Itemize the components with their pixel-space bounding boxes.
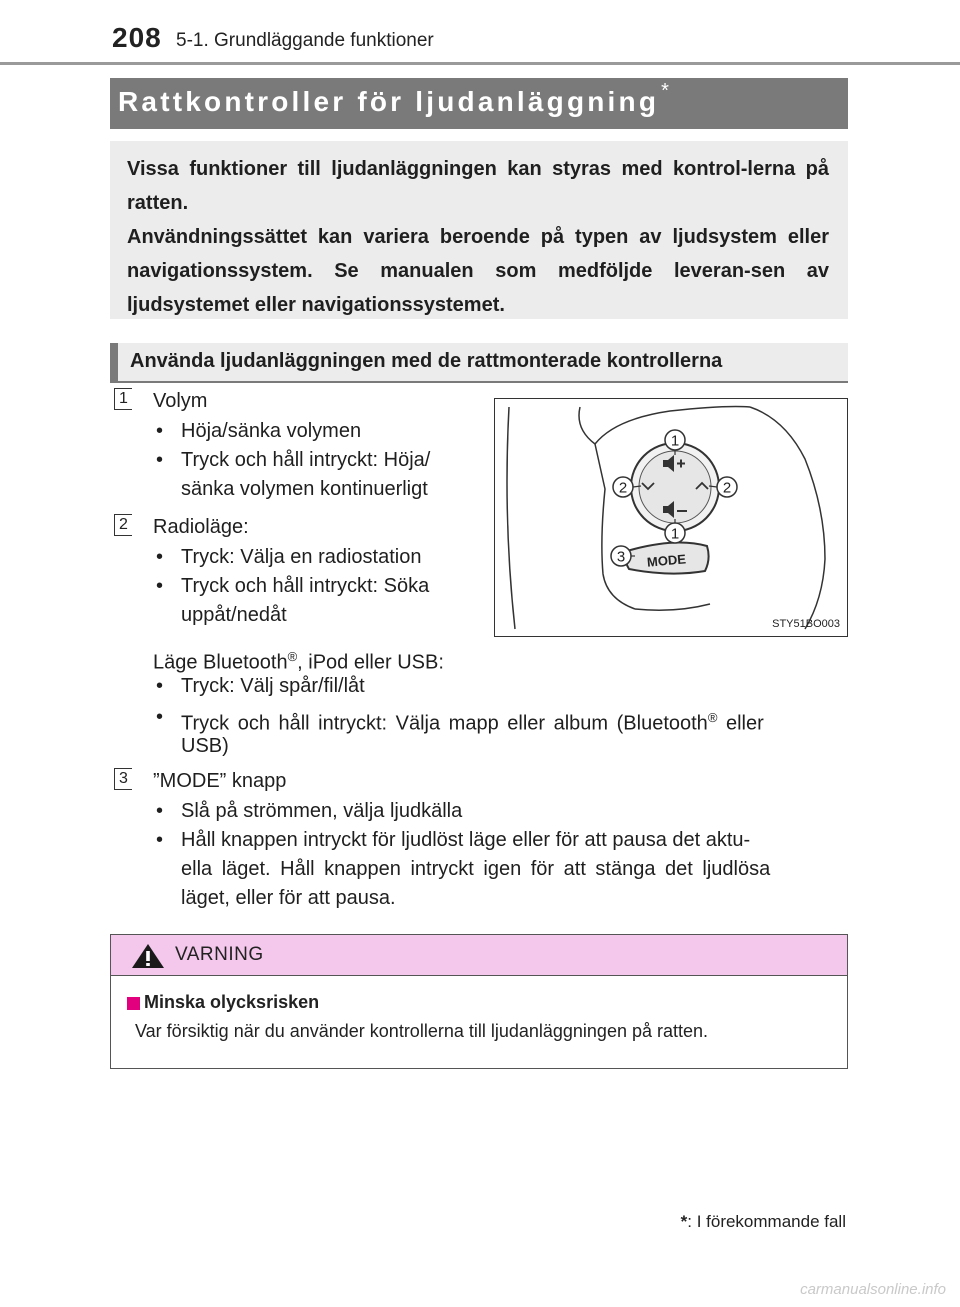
warning-triangle-icon	[131, 943, 165, 969]
bullet-text: Tryck: Välja en radiostation	[181, 546, 422, 568]
steering-controls-figure	[494, 398, 848, 637]
registered-mark: ®	[287, 649, 298, 664]
item-2-bullet-1	[156, 543, 476, 572]
item-3-bullet-1	[156, 797, 846, 826]
bullet-text: Slå på strömmen, välja ljudkälla	[181, 800, 463, 822]
bullet-text-continued: ella läget. Håll knappen intryckt igen för att stänga det ljudlösa	[181, 858, 771, 880]
item-1-bullet-1	[156, 417, 476, 446]
mode-label-text-b: , iPod eller USB:	[297, 651, 444, 674]
section-heading-text: Använda ljudanläggningen med de rattmonterade kontrollerna	[130, 350, 723, 372]
bullet-text: Tryck och håll intryckt: Höja/	[181, 449, 431, 471]
chapter-title: 5-1. Grundläggande funktioner	[176, 30, 434, 51]
warning-label: VARNING	[175, 944, 264, 965]
bullet-dot: •	[156, 829, 164, 851]
number-tag-2: 2	[114, 514, 132, 536]
callout-number: 3	[616, 548, 626, 566]
page-title-text: Rattkontroller för ljudanläggning	[118, 86, 660, 117]
callout-number: 2	[722, 479, 732, 497]
bullet-text-part: Tryck och håll intryckt: Välja mapp eller album (Bluetooth	[181, 712, 708, 735]
callout-1-bottom	[665, 523, 685, 543]
item-2-title: Radioläge:	[153, 516, 249, 538]
item-1-bullet-2	[156, 446, 476, 504]
section-heading	[110, 343, 848, 383]
footnote-asterisk: *	[680, 1212, 688, 1231]
warning-box	[110, 934, 848, 1069]
number-tag-1: 1	[114, 388, 132, 410]
callout-3	[611, 546, 631, 566]
wheel-rim-left	[507, 407, 515, 629]
item-1-title: Volym	[153, 390, 208, 412]
footnote	[681, 1212, 846, 1232]
bullet-dot: •	[156, 800, 164, 822]
warning-body: Var försiktig när du använder kontrollerna till ljudanläggningen på ratten.	[135, 1021, 709, 1041]
page-title	[118, 80, 673, 118]
warning-bullet-square	[127, 997, 140, 1010]
callout-2-left	[613, 477, 633, 497]
item-2-bullet-3	[156, 672, 846, 701]
warning-header	[111, 935, 847, 976]
intro-box	[110, 141, 848, 319]
page-number: 208	[112, 22, 162, 53]
bullet-text	[181, 703, 764, 739]
registered-mark: ®	[707, 710, 718, 725]
bullet-text-continued: uppåt/nedåt	[181, 604, 287, 626]
mode-label-text: Läge Bluetooth	[153, 651, 288, 674]
watermark: carmanualsonline.info	[800, 1281, 946, 1298]
number-tag-3: 3	[114, 768, 132, 790]
bullet-text: Tryck: Välj spår/fil/låt	[181, 675, 365, 697]
wheel-spoke-outline	[579, 407, 635, 609]
bullet-text-part: eller	[717, 712, 764, 735]
bullet-text: Håll knappen intryckt för ljudlöst läge eller för att pausa det aktu-	[181, 829, 751, 851]
header-divider	[0, 62, 960, 65]
mode-button-label: MODE	[646, 551, 687, 570]
callout-number: 1	[670, 432, 680, 450]
callout-number: 1	[670, 525, 680, 543]
section-heading-accent	[110, 343, 118, 381]
bullet-dot: •	[156, 675, 164, 697]
footnote-text: : I förekommande fall	[687, 1212, 846, 1231]
steering-wheel-illustration	[495, 399, 847, 636]
item-3-bullet-2	[156, 826, 846, 913]
intro-paragraph-1: Vissa funktioner till ljudanläggningen kan styras med kontrol-lerna på ratten.	[127, 158, 829, 214]
bullet-text: Tryck och håll intryckt: Söka	[181, 575, 430, 597]
callout-1-top	[665, 430, 685, 450]
bullet-dot: •	[156, 706, 164, 728]
section-title-bar	[110, 78, 848, 129]
warning-title: Minska olycksrisken	[144, 992, 320, 1012]
bullet-text: Höja/sänka volymen	[181, 420, 362, 442]
bullet-text-continued: läget, eller för att pausa.	[181, 887, 396, 909]
title-asterisk: *	[661, 80, 673, 102]
bullet-dot: •	[156, 420, 164, 442]
bullet-text-continued: sänka volymen kontinuerligt	[181, 478, 428, 500]
item-2-bullet-2	[156, 572, 476, 630]
bullet-dot: •	[156, 575, 164, 597]
figure-code: STY51BO003	[772, 618, 840, 630]
intro-paragraph-2: Användningssättet kan variera beroende på typen av ljudsystem eller navigationssystem. Se manualen som medföljde leveran-sen av ljudsystemet eller navigationssystemet.	[127, 226, 829, 316]
item-3-title: ”MODE” knapp	[153, 770, 287, 792]
item-2-bullet-4	[156, 703, 846, 761]
wheel-rim-right	[750, 407, 825, 629]
intro-text	[127, 152, 829, 322]
bullet-text-continued: USB)	[181, 735, 229, 757]
bullet-dot: •	[156, 546, 164, 568]
callout-number: 2	[618, 479, 628, 497]
wheel-spoke-bottom	[635, 604, 710, 610]
callout-2-right	[717, 477, 737, 497]
bullet-dot: •	[156, 449, 164, 471]
